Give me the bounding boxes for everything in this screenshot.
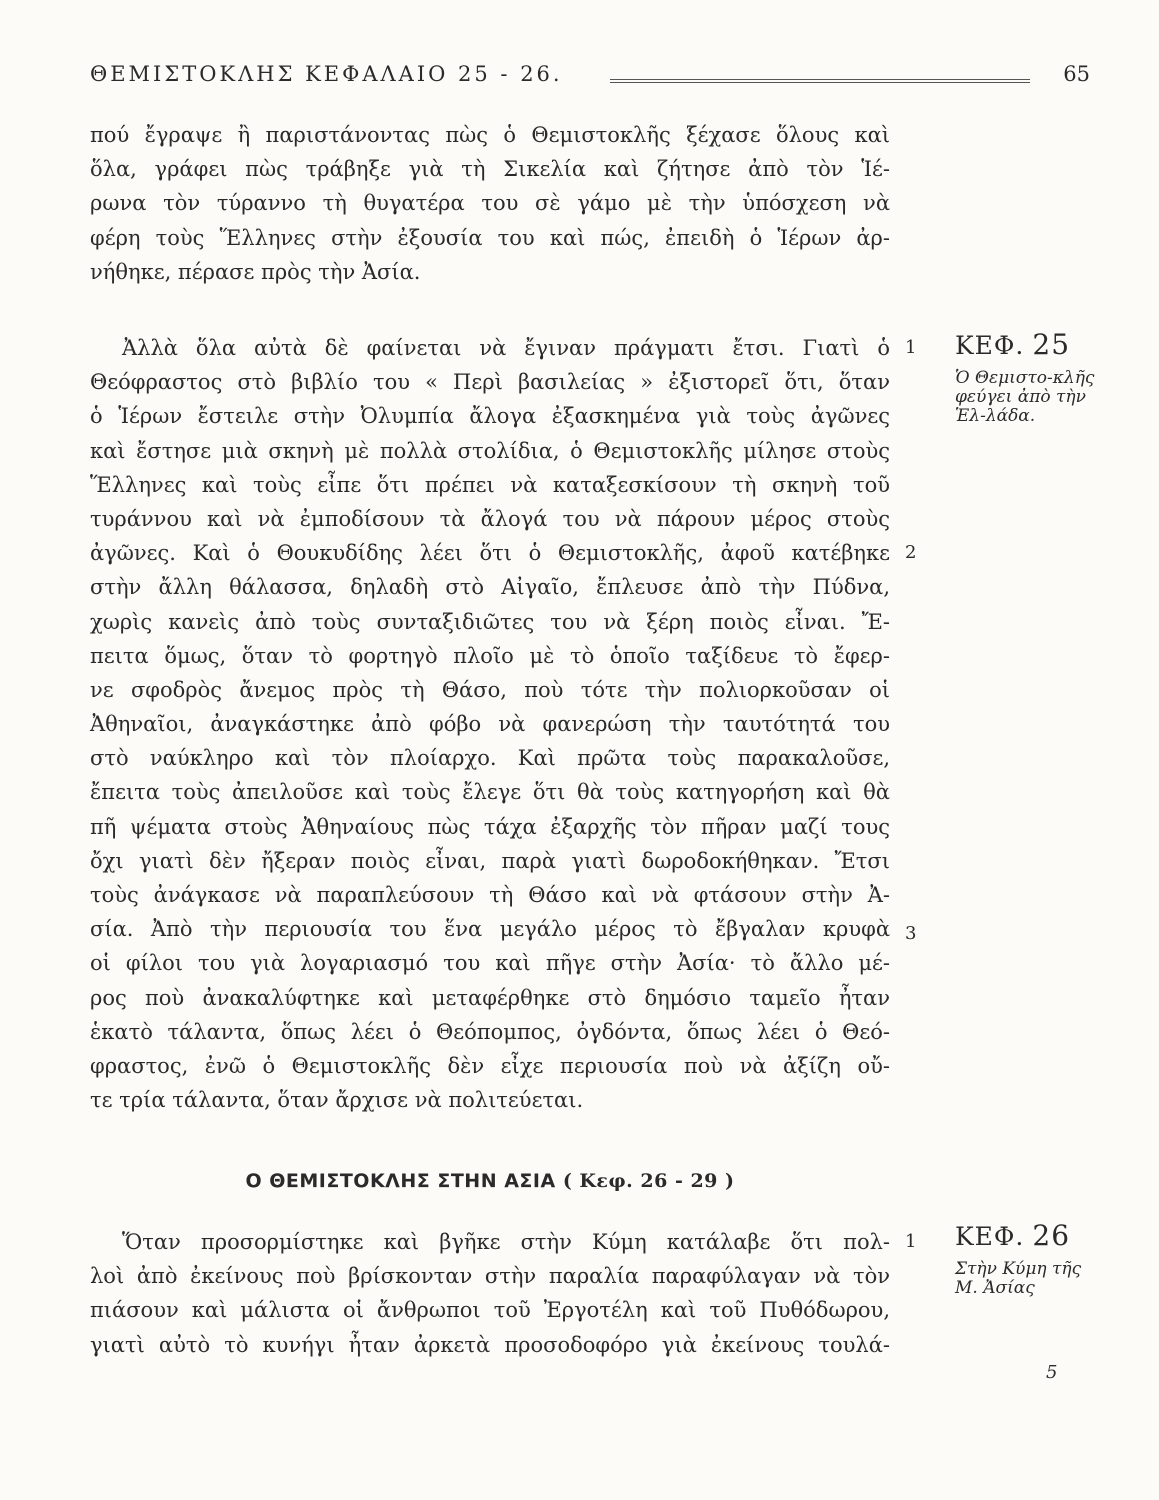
paragraph-block-1	[90, 118, 890, 289]
paragraph-block-2	[90, 331, 890, 1117]
chapter-label-text: ΚΕΦ.	[955, 1222, 1025, 1251]
text-line: Ἀθηναῖοι, ἀναγκάστηκε ἀπὸ φόβο νὰ φανερώση τὴν ταυτότητά του	[90, 712, 890, 737]
paragraph-number: 1	[905, 337, 917, 358]
text-line: φέρη τοὺς Ἕλληνες στὴν ἐξουσία του καὶ πώς, ἐπειδὴ ὁ Ἱέρων ἀρ-	[90, 225, 890, 250]
text-line: Θεόφραστος στὸ βιβλίο του « Περὶ βασιλείας » ἐξιστορεῖ ὅτι, ὅταν	[90, 370, 890, 395]
paragraph-number: 3	[905, 923, 917, 944]
text-line: πιάσουν καὶ μάλιστα οἱ ἄνθρωποι τοῦ Ἐργοτέλη καὶ τοῦ Πυθόδωρου,	[90, 1298, 890, 1323]
paragraph-block-3	[90, 1225, 890, 1362]
text-line: πειτα ὅμως, ὅταν τὸ φορτηγὸ πλοῖο μὲ τὸ ὁποῖο ταξίδευε τὸ ἔφερ-	[90, 643, 890, 668]
text-line: ὄχι γιατὶ δὲν ἤξεραν ποιὸς εἶναι, παρὰ γιατὶ δωροδοκήθηκαν. Ἔτσι	[90, 848, 890, 873]
text-line: ἑκατὸ τάλαντα, ὅπως λέει ὁ Θεόπομπος, ὀγδόντα, ὅπως λέει ὁ Θεό-	[90, 1019, 890, 1044]
text-line: πού ἔγραψε ἢ παριστάνοντας πὼς ὁ Θεμιστοκλῆς ξέχασε ὅλους καὶ	[90, 123, 890, 147]
text-line: καὶ ἔστησε μιὰ σκηνὴ μὲ πολλὰ στολίδια, ὁ Θεμιστοκλῆς μίλησε στοὺς	[90, 438, 890, 463]
text-line: ἀγῶνες. Καὶ ὁ Θουκυδίδης λέει ὅτι ὁ Θεμιστοκλῆς, ἀφοῦ κατέβηκε	[90, 541, 890, 566]
chapter-number: 25	[1032, 328, 1071, 361]
text-line: σία. Ἀπὸ τὴν περιουσία του ἕνα μεγάλο μέρος τὸ ἔβγαλαν κρυφὰ	[90, 917, 890, 942]
text-line: λοὶ ἀπὸ ἐκείνους ποὺ βρίσκονταν στὴν παραλία παραφύλαγαν νὰ τὸν	[90, 1264, 890, 1289]
text-line: στὸ ναύκληρο καὶ τὸν πλοίαρχο. Καὶ πρῶτα τοὺς παρακαλοῦσε,	[90, 746, 890, 771]
text-line: φραστος, ἐνῶ ὁ Θεμιστοκλῆς δὲν εἶχε περιουσία ποὺ νὰ ἀξίζη οὔ-	[90, 1053, 890, 1078]
section-heading	[90, 1170, 890, 1192]
text-line: ὅλα, γράφει πὼς τράβηξε γιὰ τὴ Σικελία καὶ ζήτησε ἀπὸ τὸν Ἱέ-	[90, 157, 890, 182]
page-number: 65	[1063, 62, 1090, 86]
running-title: ΘΕΜΙΣΤΟΚΛΗΣ ΚΕΦΑΛΑΙΟ 25 - 26.	[90, 62, 563, 86]
text-line: ἔπειτα τοὺς ἀπειλοῦσε καὶ τοὺς ἔλεγε ὅτι θὰ τοὺς κατηγορήση καὶ θὰ	[90, 780, 890, 805]
chapter-subtitle: Ὁ Θεμιστο-κλῆς φεύγει ἀπὸ τὴν Ἑλ-λάδα.	[955, 368, 1095, 426]
paragraph-number: 1	[905, 1231, 917, 1252]
signature-mark: 5	[1046, 1362, 1058, 1383]
chapter-label	[955, 328, 1105, 361]
text-line: νε σφοδρὸς ἄνεμος πρὸς τὴ Θάσο, ποὺ τότε τὴν πολιορκοῦσαν οἱ	[90, 677, 890, 702]
text-line: πῆ ψέματα στοὺς Ἀθηναίους πὼς τάχα ἐξαρχῆς τὸν πῆραν μαζί τους	[90, 814, 890, 839]
text-line: τοὺς ἀνάγκασε νὰ παραπλεύσουν τὴ Θάσο καὶ νὰ φτάσουν στὴν Ἀ-	[90, 883, 890, 907]
text-line: στὴν ἄλλη θάλασσα, δηλαδὴ στὸ Αἰγαῖο, ἔπλευσε ἀπὸ τὴν Πύδνα,	[90, 575, 890, 600]
text-line: ρος ποὺ ἀνακαλύφτηκε καὶ μεταφέρθηκε στὸ δημόσιο ταμεῖο ἦταν	[90, 985, 890, 1010]
chapter-label-text: ΚΕΦ.	[955, 331, 1025, 360]
section-heading-ref: ( Κεφ. 26 - 29 )	[562, 1170, 735, 1192]
text-line: Ἀλλὰ ὅλα αὐτὰ δὲ φαίνεται νὰ ἔγιναν πράγματι ἔτσι. Γιατὶ ὁ	[122, 336, 890, 360]
chapter-label	[955, 1219, 1105, 1252]
chapter-note-25	[955, 328, 1105, 426]
text-line: χωρὶς κανεὶς ἀπὸ τοὺς συνταξιδιῶτες του νὰ ξέρη ποιὸς εἶναι. Ἔ-	[90, 609, 890, 634]
paragraph-number: 2	[905, 542, 917, 563]
chapter-subtitle: Στὴν Κύμη τῆς Μ. Ἀσίας	[955, 1259, 1082, 1298]
text-line: ὁ Ἱέρων ἔστειλε στὴν Ὀλυμπία ἄλογα ἐξασκημένα γιὰ τοὺς ἀγῶνες	[90, 404, 890, 429]
text-line: γιατὶ αὐτὸ τὸ κυνήγι ἦταν ἀρκετὰ προσοδοφόρο γιὰ ἐκείνους τουλά-	[90, 1332, 890, 1357]
text-line: ρωνα τὸν τύραννο τὴ θυγατέρα του σὲ γάμο μὲ τὴν ὑπόσχεση νὰ	[90, 191, 890, 216]
text-line: τε τρία τάλαντα, ὅταν ἄρχισε νὰ πολιτεύεται.	[90, 1088, 584, 1113]
chapter-note-26	[955, 1219, 1105, 1298]
chapter-number: 26	[1032, 1219, 1071, 1252]
text-line: Ἕλληνες καὶ τοὺς εἶπε ὅτι πρέπει νὰ καταξεσκίσουν τὴ σκηνὴ τοῦ	[90, 472, 890, 497]
text-line: οἱ φίλοι του γιὰ λογαριασμό του καὶ πῆγε στὴν Ἀσία· τὸ ἄλλο μέ-	[90, 951, 890, 976]
text-line: τυράννου καὶ νὰ ἐμποδίσουν τὰ ἄλογά του νὰ πάρουν μέρος στοὺς	[90, 506, 890, 531]
header-rule	[610, 79, 1030, 83]
text-line: Ὅταν προσορμίστηκε καὶ βγῆκε στὴν Κύμη κατάλαβε ὅτι πολ-	[122, 1230, 890, 1254]
section-heading-title: Ο ΘΕΜΙΣΤΟΚΛΗΣ ΣΤΗΝ ΑΣΙΑ	[245, 1170, 556, 1192]
page-header	[90, 62, 1090, 96]
text-line: νήθηκε, πέρασε πρὸς τὴν Ἀσία.	[90, 259, 421, 284]
